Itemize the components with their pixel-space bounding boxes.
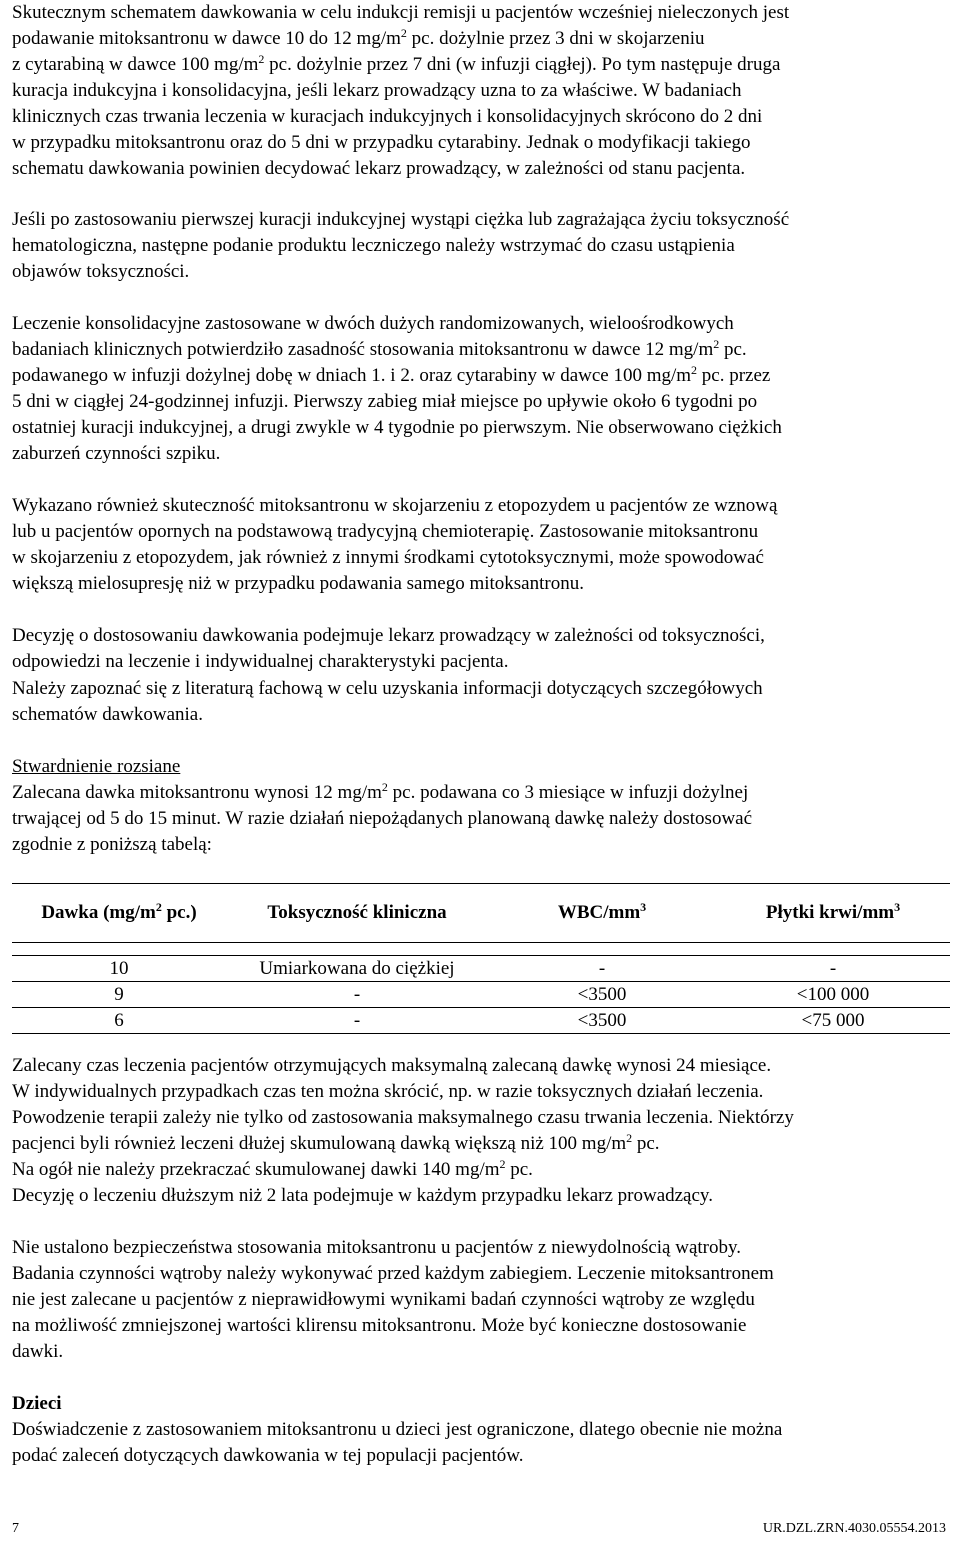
text-line: zgodnie z poniższą tabelą: — [12, 834, 212, 855]
cell-platelets: <100 000 — [716, 982, 950, 1008]
text-line: Skutecznym schematem dawkowania w celu indukcji remisji u pacjentów wcześniej nieleczonych jest — [12, 2, 790, 23]
header-clinical-toxicity: Toksyczność kliniczna — [226, 884, 488, 943]
text-line: Jeśli po zastosowaniu pierwszej kuracji indukcyjnej wystąpi ciężka lub zagrażająca życiu toksyczność — [12, 209, 790, 230]
cell-dose: 6 — [12, 1008, 226, 1034]
text-line: schematu dawkowania powinien decydować lekarz prowadzący, w zależności od stanu pacjenta. — [12, 158, 746, 179]
text-line: odpowiedzi na leczenie i indywidualnej charakterystyki pacjenta. — [12, 651, 509, 672]
cell-toxicity: - — [226, 982, 488, 1008]
text-line: lub u pacjentów opornych na podstawową tradycyjną chemioterapię. Zastosowanie mitoksantronu — [12, 521, 759, 542]
text-line: podać zaleceń dotyczących dawkowania w tej populacji pacjentów. — [12, 1445, 524, 1466]
text-line: podawanego w infuzji dożylnej dobę w dniach 1. i 2. oraz cytarabiny w dawce 100 $mg/m^2$ pc. przez — [12, 363, 771, 386]
cell-wbc: <3500 — [488, 1008, 716, 1034]
text-line: w skojarzeniu z etopozydem, jak również z innymi środkami cytotoksycznymi, może spowodować — [12, 547, 764, 568]
cell-toxicity: Umiarkowana do ciężkiej — [226, 956, 488, 982]
paragraph-treatment-duration — [12, 1053, 948, 1209]
text-line: schematów dawkowania. — [12, 704, 203, 725]
paragraph-toxicity — [12, 207, 948, 285]
table-row — [12, 1008, 950, 1034]
text-line: z cytarabiną w dawce 100 $mg/m^2$ pc. dożylnie przez 7 dni (w infuzji ciągłej). Po tym następuje druga — [12, 52, 781, 75]
text-line: kuracja indukcyjna i konsolidacyjna, jeśli lekarz prowadzący uzna to za właściwe. W badaniach — [12, 80, 742, 101]
text-line: dawki. — [12, 1341, 64, 1362]
text-line: Zalecana dawka mitoksantronu wynosi 12 $mg/m^2$ pc. podawana co 3 miesiące w infuzji dożylnej — [12, 780, 749, 803]
text-line: zaburzeń czynności szpiku. — [12, 443, 221, 464]
text-line: badaniach klinicznych potwierdziło zasadność stosowania mitoksantronu w dawce 12 $mg/m^2$ pc. — [12, 337, 747, 360]
text-line: trwającej od 5 do 15 minut. W razie działań niepożądanych planowaną dawkę należy dostosować — [12, 808, 753, 829]
cell-wbc: <3500 — [488, 982, 716, 1008]
text-line: Doświadczenie z zastosowaniem mitoksantronu u dzieci jest ograniczone, dlatego obecnie nie można — [12, 1419, 783, 1440]
text-line: na możliwość zmniejszonej wartości klirensu mitoksantronu. Może być konieczne dostosowanie — [12, 1315, 747, 1336]
dose-adjustment-table — [12, 883, 950, 1034]
paragraph-consolidation — [12, 311, 948, 467]
text-line: Powodzenie terapii zależy nie tylko od zastosowania maksymalnego czasu trwania leczenia. Niektórzy — [12, 1107, 794, 1128]
text-line: 5 dni w ciągłej 24-godzinnej infuzji. Pierwszy zabieg miał miejsce po upływie około 6 tygodni po — [12, 391, 758, 412]
text-line: Decyzję o leczeniu dłuższym niż 2 lata podejmuje w każdym przypadku lekarz prowadzący. — [12, 1185, 713, 1206]
text-line: Wykazano również skuteczność mitoksantronu w skojarzeniu z etopozydem u pacjentów ze wznową — [12, 495, 778, 516]
header-dose: Dawka ($mg/m^2$ pc.) — [12, 884, 226, 943]
text-line: ostatniej kuracji indukcyjnej, a drugi zwykle w 4 tygodnie po pierwszym. Nie obserwowano ciężkich — [12, 417, 782, 438]
text-line: nie jest zalecane u pacjentów z nieprawidłowymi wynikami badań czynności wątroby ze względu — [12, 1289, 755, 1310]
cell-wbc: - — [488, 956, 716, 982]
section-heading: Dzieci — [12, 1393, 62, 1414]
paragraph-etoposide — [12, 493, 948, 597]
text-line: Zalecany czas leczenia pacjentów otrzymujących maksymalną zalecaną dawkę wynosi 24 miesiące. — [12, 1055, 772, 1076]
header-platelets: Płytki krwi/$mm^3$ — [716, 884, 950, 943]
cell-dose: 10 — [12, 956, 226, 982]
text-line: hematologiczna, następne podanie produktu leczniczego należy wstrzymać do czasu ustąpienia — [12, 235, 735, 256]
table-row — [12, 956, 950, 982]
section-heading: Stwardnienie rozsiane — [12, 756, 181, 777]
text-line: większą mielosupresję niż w przypadku podawania samego mitoksantronu. — [12, 573, 584, 594]
text-line: w przypadku mitoksantronu oraz do 5 dni w przypadku cytarabiny. Jednak o modyfikacji takiego — [12, 132, 751, 153]
section-multiple-sclerosis — [12, 754, 948, 858]
text-line: klinicznych czas trwania leczenia w kuracjach indukcyjnych i konsolidacyjnych skrócono do 2 dni — [12, 106, 763, 127]
table-header-row — [12, 884, 950, 943]
cell-dose: 9 — [12, 982, 226, 1008]
document-code: UR.DZL.ZRN.4030.05554.2013 — [762, 1521, 946, 1536]
paragraph-dose-adjustment — [12, 623, 948, 675]
text-line: Nie ustalono bezpieczeństwa stosowania mitoksantronu u pacjentów z niewydolnością wątroby. — [12, 1237, 742, 1258]
cell-platelets: <75 000 — [716, 1008, 950, 1034]
cell-platelets: - — [716, 956, 950, 982]
text-line: Leczenie konsolidacyjne zastosowane w dwóch dużych randomizowanych, wieloośrodkowych — [12, 313, 734, 334]
paragraph-induction-regimen — [12, 0, 948, 182]
table-row — [12, 982, 950, 1008]
text-line: Należy zapoznać się z literaturą fachową w celu uzyskania informacji dotyczących szczegółowych — [12, 678, 763, 699]
text-line: Decyzję o dostosowaniu dawkowania podejmuje lekarz prowadzący w zależności od toksyczności, — [12, 625, 765, 646]
text-line: Badania czynności wątroby należy wykonywać przed każdym zabiegiem. Leczenie mitoksantronem — [12, 1263, 774, 1284]
text-line: podawanie mitoksantronu w dawce 10 do 12 $mg/m^2$ pc. dożylnie przez 3 dni w skojarzeniu — [12, 26, 705, 49]
section-children — [12, 1391, 948, 1469]
text-line: W indywidualnych przypadkach czas ten można skrócić, np. w razie toksycznych działań leczenia. — [12, 1081, 764, 1102]
cell-toxicity: - — [226, 1008, 488, 1034]
text-line: pacjenci byli również leczeni dłużej skumulowaną dawką większą niż 100 $mg/m^2$ pc. — [12, 1131, 660, 1154]
table-spacer-row — [12, 943, 950, 956]
header-wbc: WBC/$mm^3$ — [488, 884, 716, 943]
page-number: 7 — [12, 1521, 19, 1536]
text-line: Na ogół nie należy przekraczać skumulowanej dawki 140 $mg/m^2$ pc. — [12, 1157, 533, 1180]
text-line: objawów toksyczności. — [12, 261, 190, 282]
paragraph-literature — [12, 676, 948, 728]
paragraph-hepatic-impairment — [12, 1235, 948, 1365]
